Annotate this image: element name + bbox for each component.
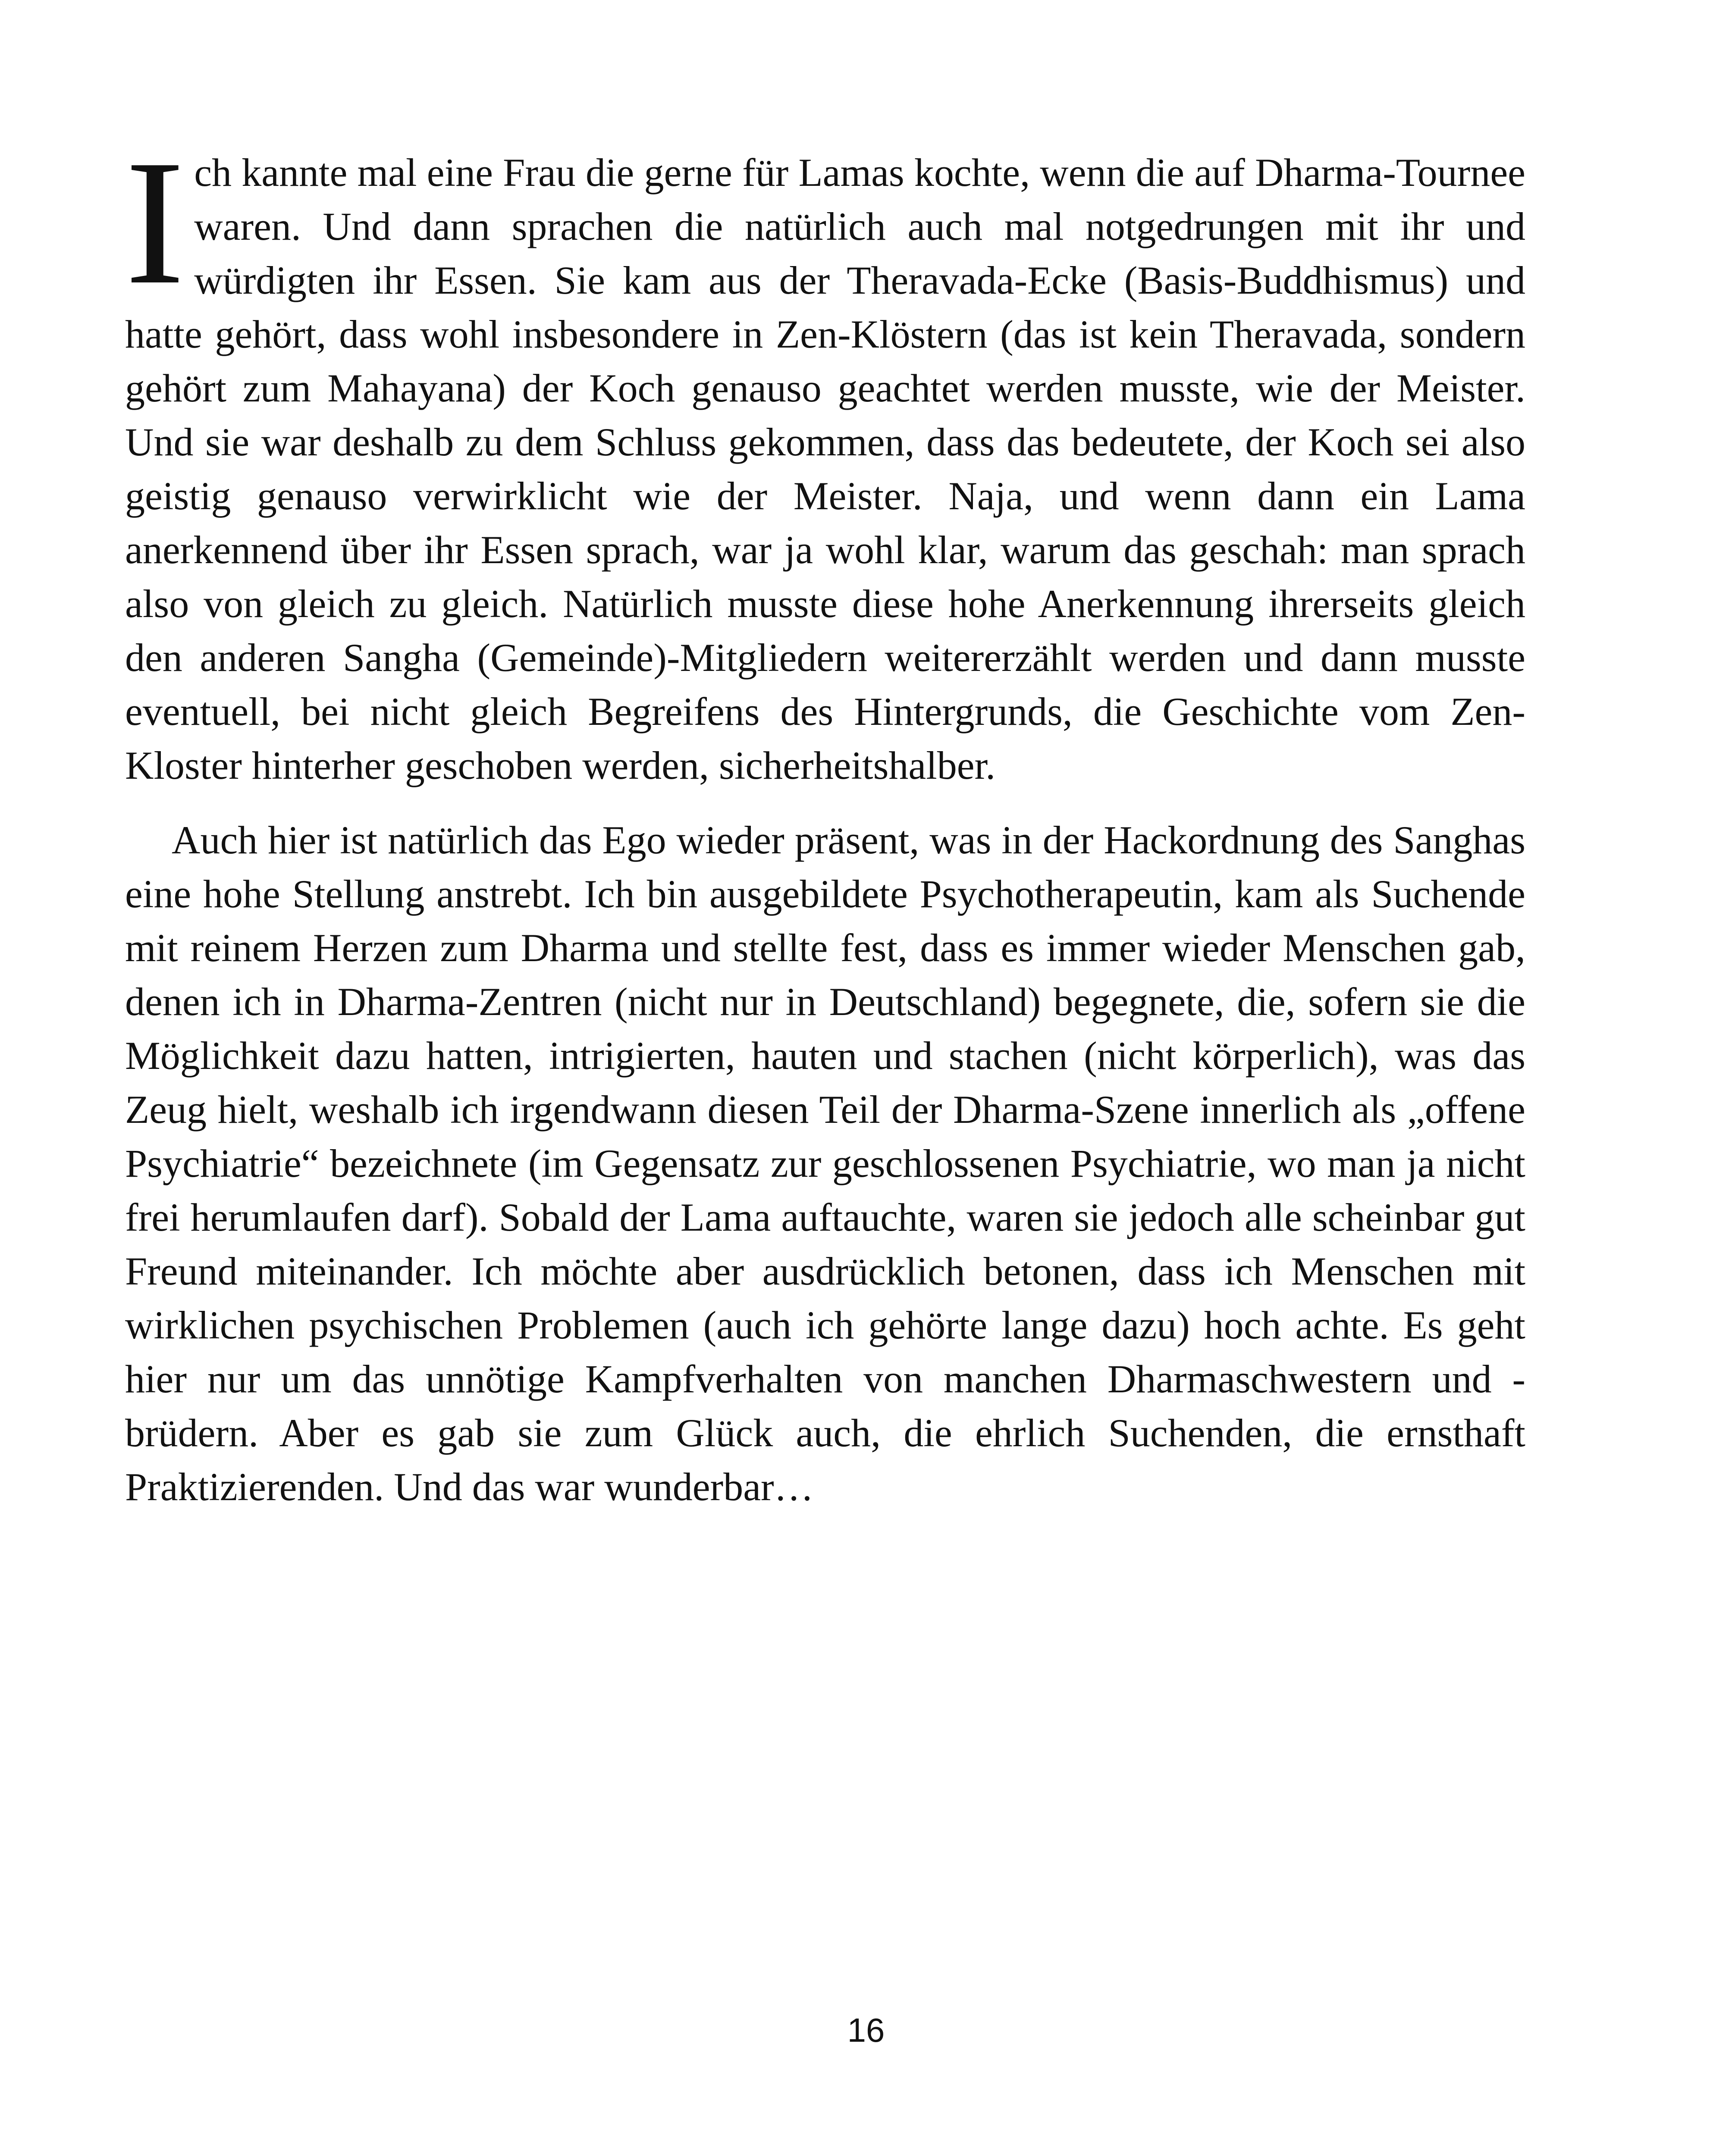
body-text — [125, 123, 1525, 1514]
drop-cap: I — [125, 123, 185, 321]
paragraph-1-text: ch kannte mal eine Frau die gerne für Lamas kochte, wenn die auf Dharma-Tournee waren. Und dann sprachen die natürlich auch mal notgedrungen mit ihr und würdigten ihr Essen. Sie kam aus der Theravada-Ecke (Basis-Buddhismus) und hatte gehört, dass wohl insbesondere in Zen-Klöstern (das ist kein Theravada, sondern gehört zum Mahayana) der Koch genauso geachtet werden musste, wie der Meister. Und sie war deshalb zu dem Schluss gekommen, dass das bedeutete, der Koch sei also geistig genauso verwirklicht wie der Meister. Naja, und wenn dann ein Lama anerkennend über ihr Essen sprach, war ja wohl klar, warum das geschah: man sprach also von gleich zu gleich. Natürlich musste diese hohe Anerkennung ihrerseits gleich den anderen Sangha (Gemeinde)-Mitgliedern weitererzählt werden und dann musste eventuell, bei nicht gleich Begreifens des Hintergrunds, die Geschichte vom Zen-Kloster hinterher geschoben werden, sicherheitshalber. — [125, 150, 1525, 787]
paragraph-1 — [125, 123, 1525, 793]
paragraph-2: Auch hier ist natürlich das Ego wieder präsent, was in der Hackordnung des Sanghas eine hohe Stellung anstrebt. Ich bin ausgebildete Psychotherapeutin, kam als Suchende mit reinem Herzen zum Dharma und stellte fest, dass es immer wieder Menschen gab, denen ich in Dharma-Zentren (nicht nur in Deutschland) begegnete, die, sofern sie die Möglichkeit dazu hatten, intrigierten, hauten und stachen (nicht körperlich), was das Zeug hielt, weshalb ich irgendwann diesen Teil der Dharma-Szene innerlich als „offene Psychiatrie“ bezeichnete (im Gegensatz zur geschlossenen Psychiatrie, wo man ja nicht frei herumlaufen darf). Sobald der Lama auftauchte, waren sie jedoch alle scheinbar gut Freund miteinander. Ich möchte aber ausdrücklich betonen, dass ich Menschen mit wirklichen psychischen Problemen (auch ich gehörte lange dazu) hoch achte. Es geht hier nur um das unnötige Kampfverhalten von manchen Dharmaschwestern und -brüdern. Aber es gab sie zum Glück auch, die ehrlich Suchenden, die ernsthaft Praktizierenden. Und das war wunderbar… — [125, 818, 1525, 1509]
page-number: 16 — [847, 2011, 885, 2049]
